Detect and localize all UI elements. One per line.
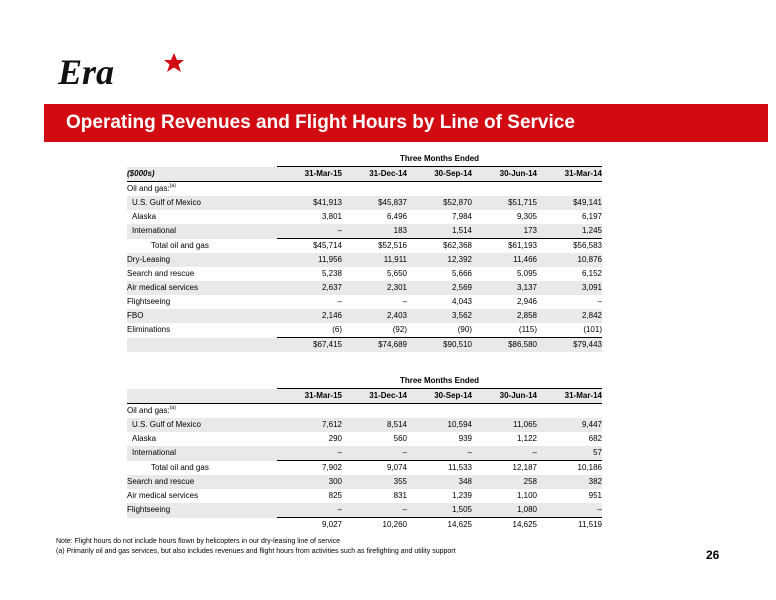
hours-col-header: 31-Mar-15 (277, 389, 342, 404)
table-row: Air medical services 2,637 2,301 2,569 3,137 3,091 (127, 281, 602, 295)
table-row: Air medical services 825 831 1,239 1,100 951 (127, 491, 602, 500)
era-logo (56, 50, 196, 90)
table-row: Flightseeing – – 1,505 1,080 – (127, 503, 602, 518)
section-label: Oil and gas:$^{(a)}$ (127, 405, 176, 415)
revenue-units: ($000s) (127, 167, 277, 182)
title-bar (44, 104, 768, 142)
table-row: Dry-Leasing 11,956 11,911 12,392 11,466 10,876 (127, 253, 602, 267)
table-row (127, 182, 602, 197)
table-row: Alaska 290 560 939 1,122 682 (132, 434, 602, 443)
table-row: Eliminations (6) (92) (90) (115) (101) (127, 323, 602, 338)
table-row: Total oil and gas 7,902 9,074 11,533 12,187 10,186 (151, 462, 602, 472)
hours-col-header: 30-Sep-14 (407, 389, 472, 404)
note-flight-hours: Note: Flight hours do not include hours flown by helicopters in our dry-leasing line of service (56, 538, 341, 545)
table-row (127, 404, 602, 419)
table-row: International – 183 1,514 173 1,245 (127, 224, 602, 239)
revenue-col-header: 31-Mar-14 (537, 167, 602, 182)
hours-col-header: 31-Mar-14 (537, 389, 602, 404)
revenue-col-header: 30-Sep-14 (407, 167, 472, 182)
page-number: 26 (706, 548, 720, 562)
revenue-col-header: 30-Jun-14 (472, 167, 537, 182)
table-row: U.S. Gulf of Mexico 7,612 8,514 10,594 11,065 9,447 (127, 418, 602, 432)
logo-star-icon (164, 53, 184, 72)
hours-col-header: 30-Jun-14 (472, 389, 537, 404)
note-a: (a) Primarily oil and gas services, but also includes revenues and flight hours from activities such as firefighting and utility support (56, 548, 456, 555)
table-row: Flightseeing – – 4,043 2,946 – (127, 297, 602, 306)
hours-group-header: Three Months Ended (277, 374, 602, 389)
section-label: Oil and gas:$^{(a)}$ (127, 183, 176, 193)
table-total-row: $67,415 $74,689 $90,510 $86,580 $79,443 (127, 338, 602, 353)
table-row: Search and rescue 5,238 5,650 5,666 5,095 6,152 (127, 269, 602, 278)
page-title: Operating Revenues and Flight Hours by Line of Service (66, 112, 575, 133)
table-row: Alaska 3,801 6,496 7,984 9,305 6,197 (132, 212, 602, 221)
flight-hours-table (127, 374, 602, 532)
table-row: FBO 2,146 2,403 3,562 2,858 2,842 (127, 309, 602, 323)
hours-col-header: 31-Dec-14 (342, 389, 407, 404)
revenue-col-header: 31-Mar-15 (277, 167, 342, 182)
table-row: International – – – – 57 (127, 446, 602, 461)
footnotes (56, 537, 456, 557)
table-row: Search and rescue 300 355 348 258 382 (127, 475, 602, 489)
revenue-group-header: Three Months Ended (277, 152, 602, 167)
table-row: U.S. Gulf of Mexico $41,913 $45,837 $52,870 $51,715 $49,141 (127, 196, 602, 210)
logo-text: Era (58, 52, 115, 90)
revenue-table (127, 152, 602, 352)
revenue-col-header: 31-Dec-14 (342, 167, 407, 182)
table-row: Total oil and gas $45,714 $52,516 $62,368 $61,193 $56,583 (151, 240, 602, 250)
table-total-row: 9,027 10,260 14,625 14,625 11,519 (321, 520, 602, 529)
